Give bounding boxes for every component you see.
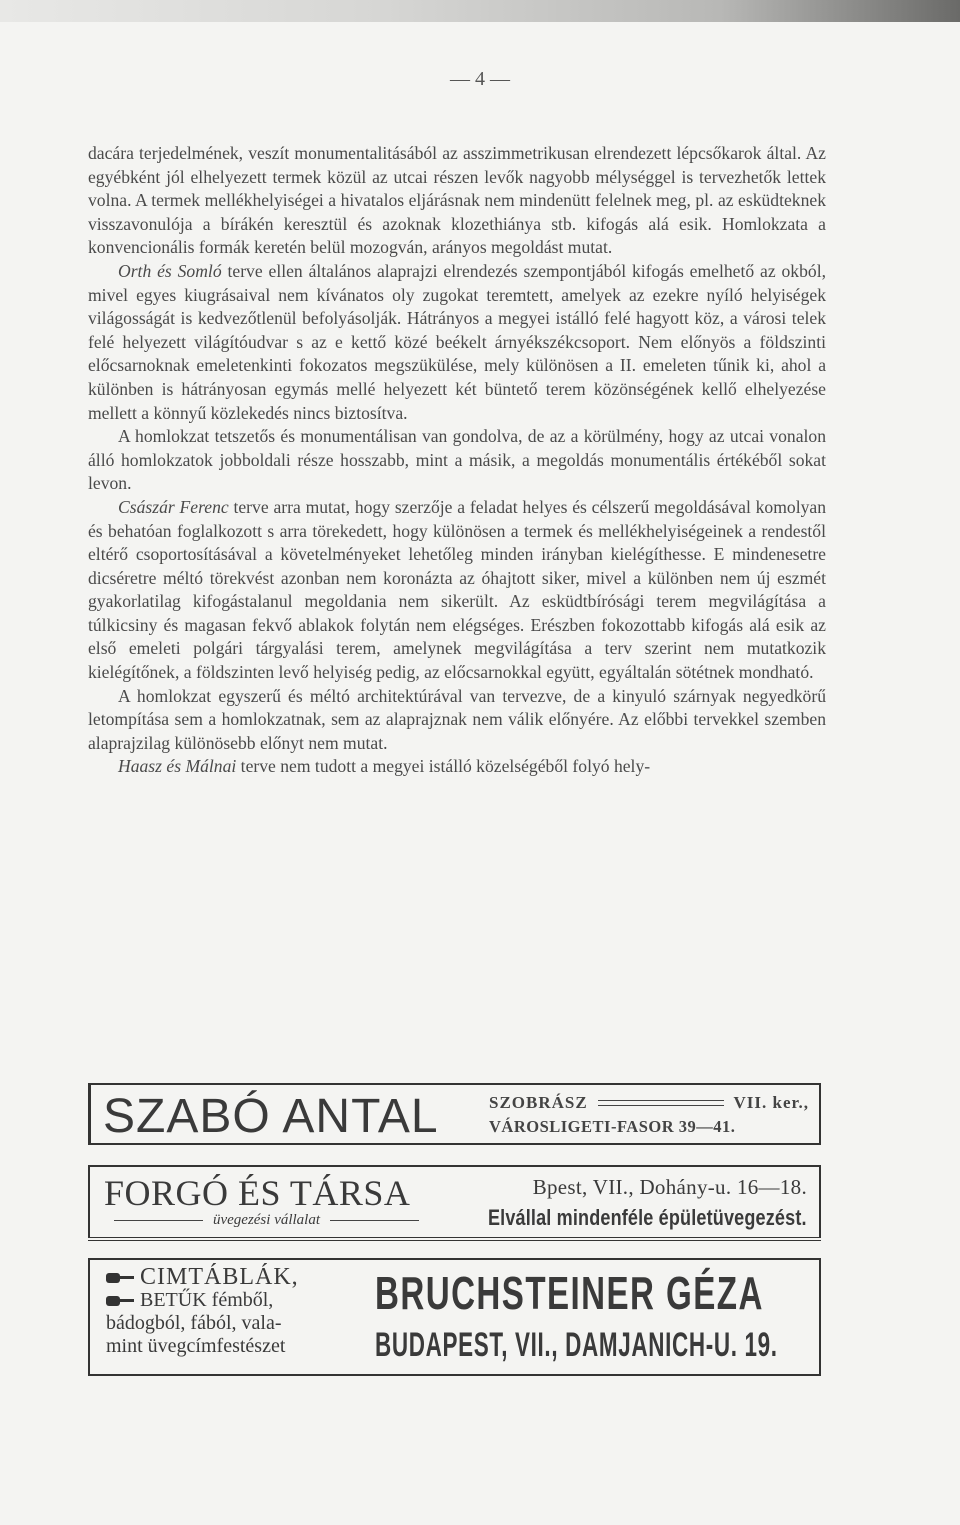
- ad-forgo-es-tarsa: [88, 1165, 821, 1237]
- paragraph-3: A homlokzat tetszetős és monumentálisan van gondolva, de az a körülmény, hogy az utcai vonalon álló homlokzatok jobboldali része hosszabb, mint a másik, a megoldás monumentális értékéből sokat levon.: [88, 426, 826, 494]
- ad-forgo-address: Bpest, VII., Dohány-u. 16—18.: [532, 1175, 807, 1199]
- ad-szabo-district: VII. ker.,: [733, 1093, 809, 1112]
- double-rule-divider: [88, 1237, 821, 1241]
- ad-forgo-subtitle: üvegezési vállalat: [212, 1212, 321, 1228]
- paragraph-5: A homlokzat egyszerű és méltó architektúrával van tervezve, de a kinyuló szárnyak negyedkörű letompítása sem a homlokzatnak, sem az alaprajznak nem válik előnyére. Az előbbi tervekkel szemben alaprajzilag különösebb előnyt nem mutat.: [88, 685, 826, 753]
- double-rule-divider: [598, 1100, 724, 1106]
- ad-bruchsteiner-geza: [88, 1258, 821, 1376]
- ad-szabo-trade: SZOBRÁSZ: [489, 1093, 588, 1112]
- ad-forgo-subtitle-row: [104, 1212, 429, 1229]
- ad-bruch-line2: [106, 1289, 299, 1312]
- ad-szabo-antal: [88, 1083, 821, 1145]
- paragraph-1: dacára terjedelmének, veszít monumentalitásából az asszimmetrikusan elrendezett lépcsőkarok által. Az egyébként jól elhelyezett termek közül az utcai részen levők nagyobb mélységgel is tervezhetők lettek volna. A termek mellékhelyiségei a hivatalos eljárásnak nem mindenütt felelnek meg, pl. az esküdteknek visszavonulója a bírákén keresztül és azoknak klozethiánya stb. kifogás alá esik. Homlokzata a konvencionális formák keretén belül mozogván, arányos megoldást mutat.: [88, 143, 826, 258]
- ad-forgo-name: FORGÓ ÉS TÁRSA: [104, 1173, 411, 1213]
- author-name: Császár Ferenc: [118, 496, 229, 517]
- author-name: Orth és Somló: [118, 260, 222, 281]
- author-name: Haasz és Málnai: [118, 756, 237, 777]
- pointing-hand-icon: [106, 1294, 134, 1308]
- article-body: [88, 142, 826, 779]
- paragraph-text: terve nem tudott a megyei istálló közelségéből folyó hely-: [236, 756, 651, 777]
- rule-divider: [114, 1220, 203, 1221]
- ad-szabo-name: SZABÓ ANTAL: [103, 1090, 439, 1143]
- ad-bruch-line4: mint üvegcímfestészet: [106, 1335, 286, 1357]
- ad-forgo-slogan: Elvállal mindenféle épületüvegezést.: [488, 1205, 807, 1230]
- ad-szabo-details: [489, 1093, 809, 1137]
- ad-bruch-name: BRUCHSTEINER GÉZA: [375, 1267, 764, 1319]
- paragraph-text: terve ellen általános alaprajzi elrendezés szempontjából kifogás emelhető az okból, mivel egyes kiugrásaival nem kívánatos oly zugokat teremtett, amelyek az ezekre nyíló helyiségek világosságát is kedvezőtlenül befolyásolják. Hátrányos a megyei istálló felé hagyott köz, a városi telek felé helyezett világítóudvar s az e kettő közé beékelt árnyékszékcsoport. Nem előnyös a földszinti előcsarnoknak emeletenkinti fokozatos megszükülése, mely különösen a II. emeleten tűnik ki, ahol a különben is hátrányosan egymás mellé helyezett két büntető terem közönségének kellő elhelyezése mellett a könnyű közlekedés nincs biztosítva.: [88, 260, 826, 423]
- paragraph-2: [88, 260, 826, 425]
- page-number: — 4 —: [450, 68, 510, 90]
- ad-bruch-line1-text: CIMTÁBLÁK,: [140, 1264, 299, 1290]
- ad-bruch-address: BUDAPEST, VII., DAMJANICH-U. 19.: [375, 1326, 778, 1364]
- ad-bruch-line3: bádogból, fából, vala-: [106, 1312, 282, 1334]
- scan-edge-strip: [0, 0, 960, 22]
- ad-szabo-address: VÁROSLIGETI-FASOR 39—41.: [489, 1117, 736, 1136]
- ad-szabo-row1: [489, 1093, 809, 1113]
- paragraph-text: terve arra mutat, hogy szerzője a feladat helyes és célszerű megoldásával komolyan és behatóan foglalkozott s arra törekedett, hogy különösen a termek és mellékhelyiségeinek a rendestől eltérő csoportosításával a követelményeket lehetőleg minden irányban kielégíthesse. E mindenesetre dicséretre méltó törekvést azonban nem koronázta az óhajtott siker, mivel a különben nem új eszmét gyakorlatilag kifogástalanul megoldania nem sikerült. Az esküdtbírósági terem megvilágítása a túlkicsiny és magasan fekvő ablakok folytán nem elégséges. Erészben fokozottabb kifogás alá esik az első emeleti polgári tárgyalási terem, amelynek megvilágítása a terv szerint nem mutatkozik kielégítőnek, a földszinten levő helyiség pedig, az előcsarnokkal együtt, egyáltalán sötétnek mondható.: [88, 496, 826, 683]
- paragraph-4: [88, 496, 826, 685]
- ad-bruch-line1: [106, 1266, 299, 1289]
- ad-bruch-services: [106, 1266, 299, 1358]
- rule-divider: [330, 1220, 419, 1221]
- paragraph-6: [88, 755, 826, 779]
- pointing-hand-icon: [106, 1271, 134, 1285]
- ad-bruch-line2-text: BETŰK fémből,: [140, 1289, 274, 1311]
